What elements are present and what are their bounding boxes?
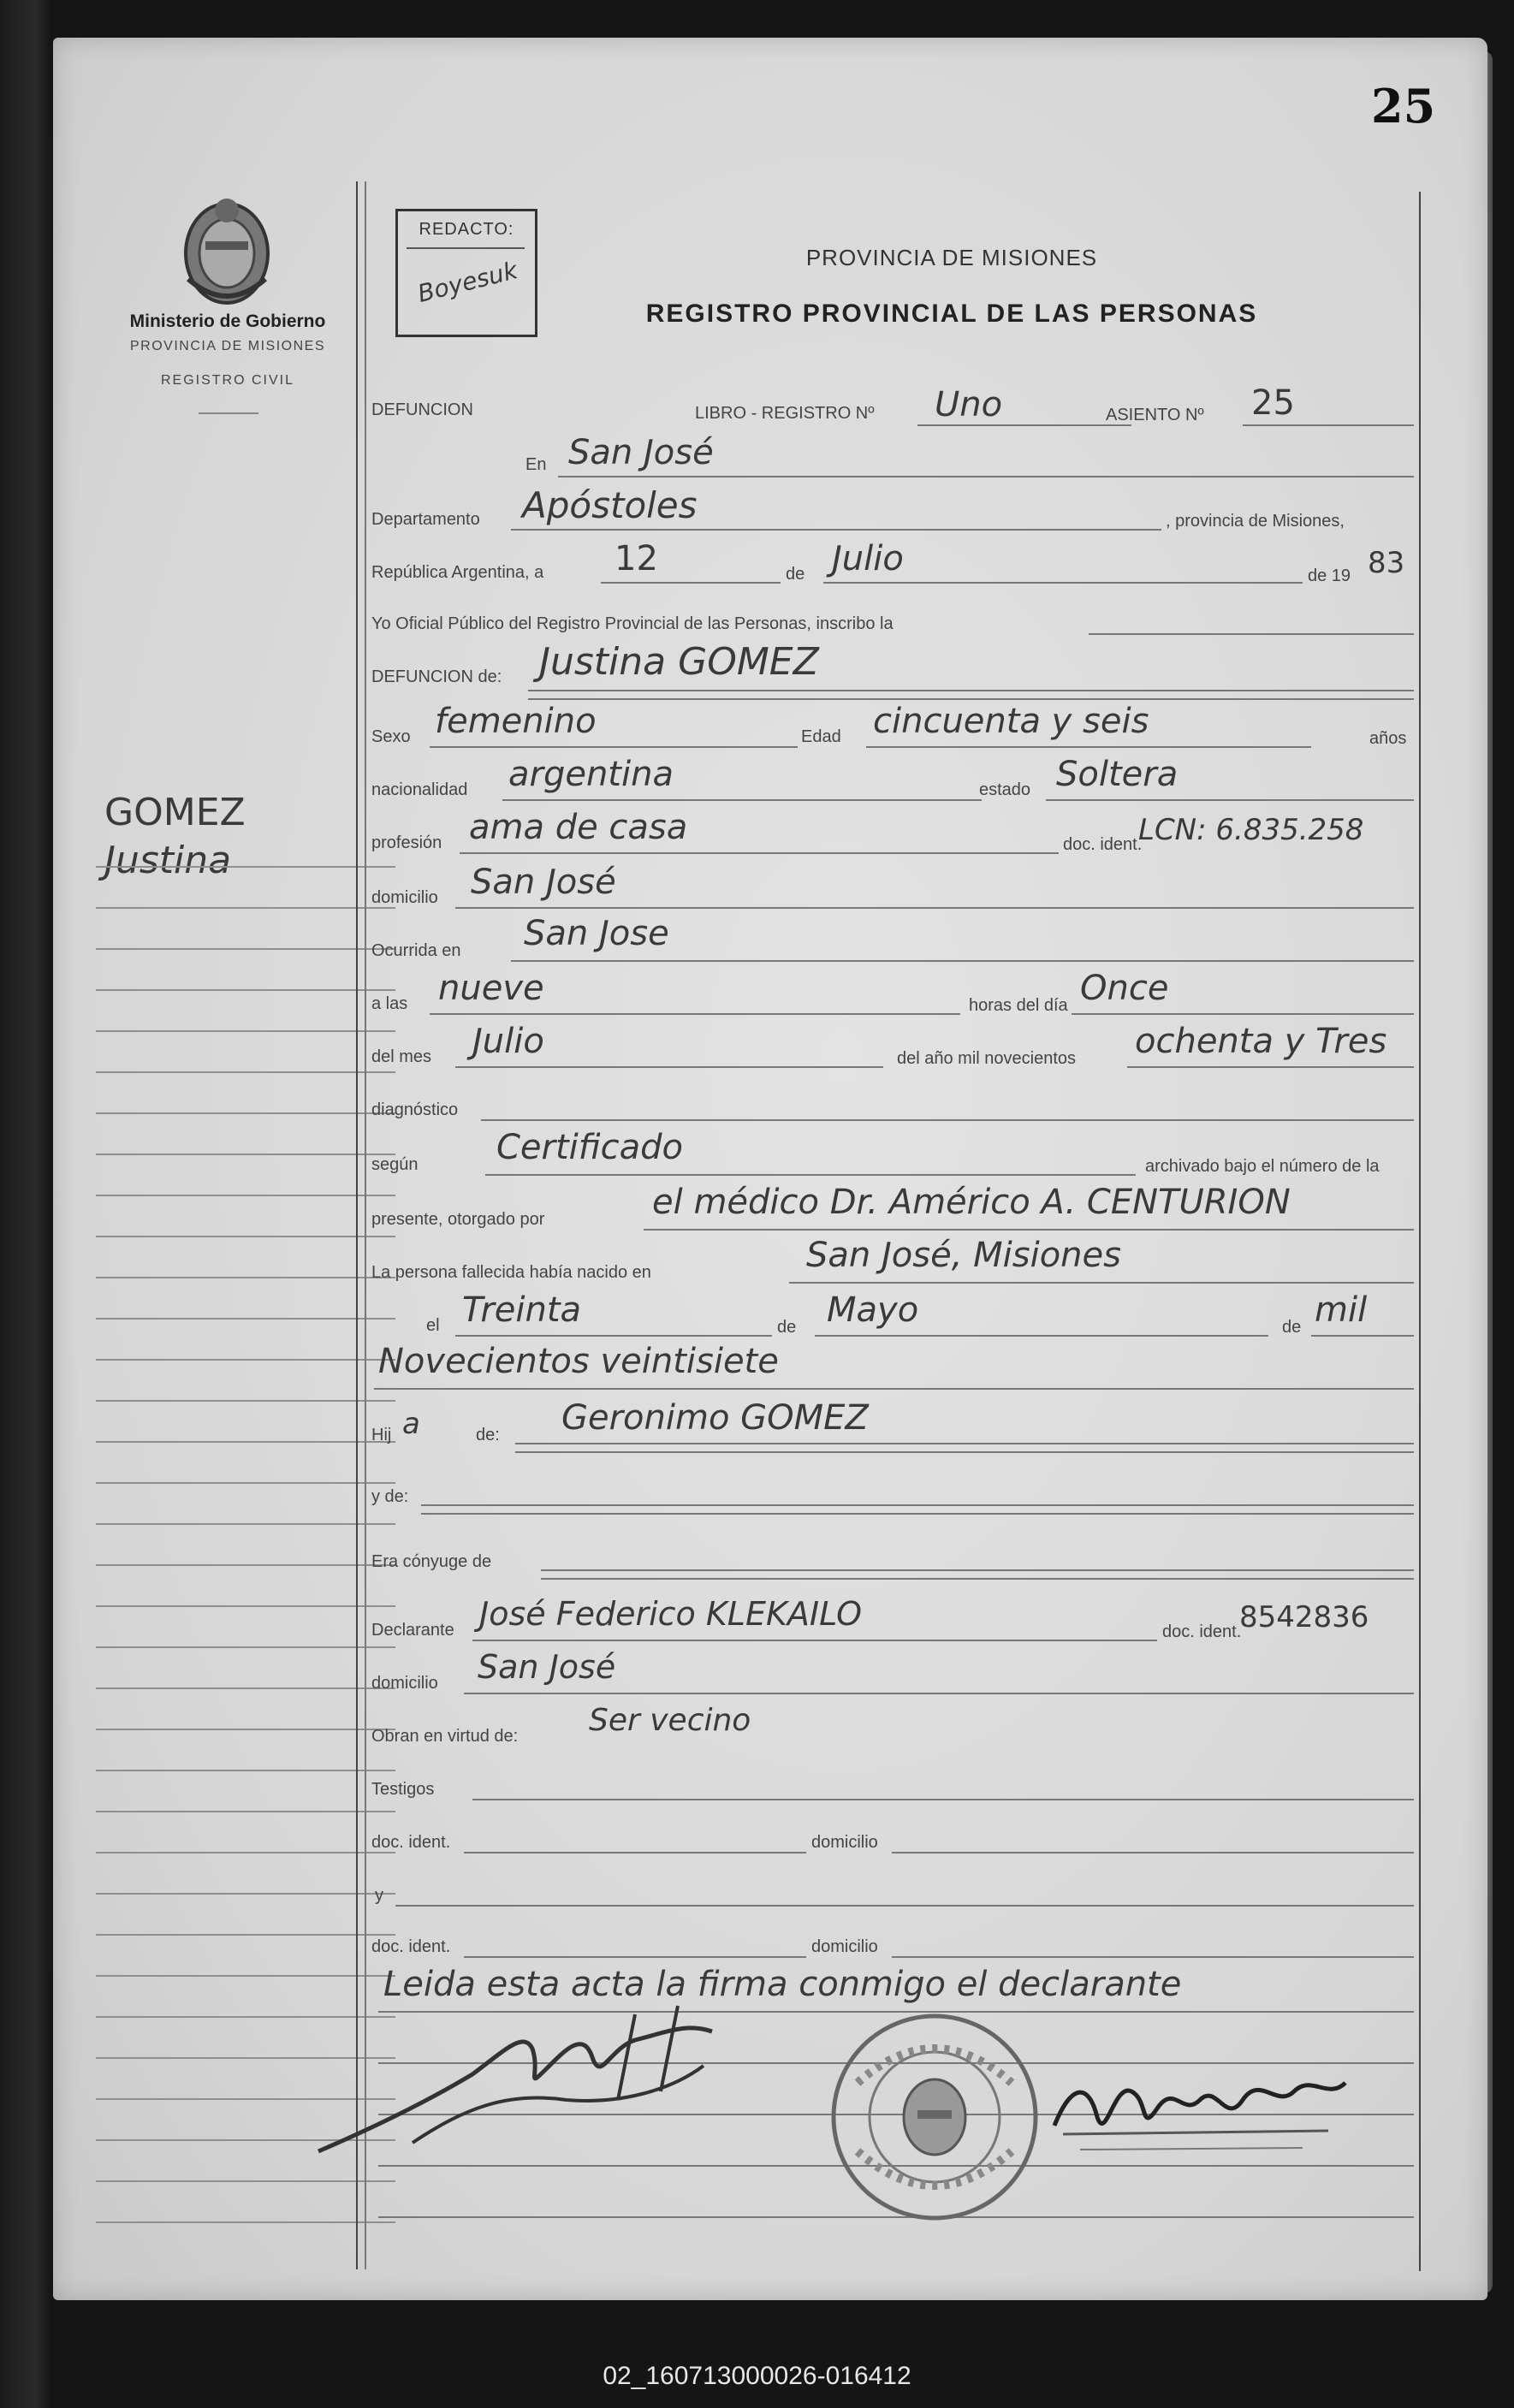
a-las-line [430, 1013, 960, 1015]
year-value: 83 [1368, 546, 1405, 580]
republica-label: República Argentina, a [371, 563, 544, 582]
segun-label: según [371, 1155, 419, 1174]
en-label: En [525, 455, 547, 474]
mes-line [455, 1066, 883, 1068]
estado-label: estado [979, 780, 1031, 799]
column-divider-left-inner [365, 181, 366, 2269]
birth-month-line [815, 1335, 1268, 1337]
margin-surname: GOMEZ [104, 791, 246, 834]
nacionalidad-line [502, 799, 982, 801]
ocurrida-label: Ocurrida en [371, 941, 461, 960]
asiento-label: ASIENTO Nº [1106, 406, 1204, 424]
redacto-name: Boyesuk [414, 256, 520, 308]
testigos-label: Testigos [371, 1780, 435, 1799]
testigo2-dom-line [892, 1956, 1414, 1958]
margin-rule [96, 1687, 395, 1689]
padre-line [515, 1443, 1414, 1444]
del-mes-label: del mes [371, 1047, 432, 1066]
declarante-label: Declarante [371, 1621, 454, 1640]
a-las-value: nueve [438, 969, 544, 1008]
redacto-label: REDACTO: [419, 220, 514, 239]
closing-text: Leida esta acta la firma conmigo el declarante [383, 1965, 1182, 2004]
ocurrida-line [511, 960, 1414, 962]
ministry-underline [199, 412, 258, 414]
margin-rule [96, 1934, 395, 1936]
el-label: el [426, 1316, 440, 1335]
deceased-line-2 [528, 698, 1414, 700]
padre-line-2 [515, 1451, 1414, 1453]
de-label-2: de [777, 1318, 797, 1337]
margin-rule [96, 1195, 395, 1196]
conyuge-line [541, 1569, 1414, 1571]
presente-value: el médico Dr. Américo A. CENTURION [652, 1183, 1291, 1222]
margin-rule [96, 1893, 395, 1895]
margin-rule [96, 1729, 395, 1730]
record-type-label: DEFUNCION [371, 400, 473, 419]
y-de-label: y de: [371, 1487, 409, 1506]
en-line [558, 476, 1414, 477]
y-de-line [421, 1504, 1414, 1506]
archivado-label: archivado bajo el número de la [1145, 1157, 1380, 1176]
departamento-line [511, 529, 1161, 531]
margin-rule [96, 989, 395, 991]
birth-year-text: Novecientos veintisiete [378, 1342, 779, 1381]
declarant-signature-icon [310, 1997, 789, 2168]
testigo2-doc-label: doc. ident. [371, 1937, 451, 1956]
mil-line [1311, 1335, 1414, 1337]
domicilio-value: San José [471, 863, 616, 902]
testigo2-doc-line [464, 1956, 806, 1958]
testigos-line [472, 1799, 1414, 1800]
margin-rule [96, 1112, 395, 1114]
defuncion-de-label: DEFUNCION de: [371, 667, 502, 686]
oficial-line [1089, 633, 1414, 635]
sexo-label: Sexo [371, 727, 411, 746]
anos-label: años [1369, 729, 1407, 748]
profesion-label: profesión [371, 833, 442, 852]
register-page [53, 38, 1487, 2300]
margin-rule [96, 948, 395, 950]
margin-rule [96, 1030, 395, 1032]
birth-month: Mayo [827, 1290, 919, 1330]
testigo1-doc-line [464, 1852, 806, 1853]
margin-rule [96, 1318, 395, 1320]
estado-value: Soltera [1056, 755, 1179, 794]
libro-value: Uno [935, 385, 1003, 424]
margin-rule [96, 1441, 395, 1443]
margin-rule [96, 1071, 395, 1073]
libro-label: LIBRO - REGISTRO Nº [695, 404, 875, 423]
month-line [823, 582, 1303, 584]
page-number: 25 [1371, 79, 1436, 133]
declarante-dom-value: San José [478, 1648, 616, 1686]
margin-rule [96, 907, 395, 909]
doc-ident-label: doc. ident. [1063, 835, 1143, 854]
nacionalidad-value: argentina [508, 755, 674, 794]
nacido-line [789, 1282, 1414, 1284]
margin-rule [96, 1852, 395, 1853]
a-las-label: a las [371, 994, 408, 1013]
official-seal-icon [823, 2006, 1046, 2228]
testigo1-doc-label: doc. ident. [371, 1833, 451, 1852]
anio-line [1127, 1066, 1414, 1068]
year-prefix: de 19 [1308, 566, 1351, 585]
margin-rule [96, 866, 395, 868]
redacto-stamp [395, 209, 537, 337]
y-de-line-2 [421, 1513, 1414, 1515]
obran-value: Ser vecino [589, 1703, 751, 1738]
margin-rule [96, 1811, 395, 1812]
margin-rule [96, 1975, 395, 1977]
profesion-value: ama de casa [469, 808, 688, 847]
anio-label: del año mil novecientos [897, 1049, 1077, 1068]
nacido-value: San José, Misiones [806, 1236, 1121, 1275]
testigo2-dom-label: domicilio [811, 1937, 878, 1956]
ministry-name: Ministerio de Gobierno [129, 311, 326, 331]
domicilio-label: domicilio [371, 888, 438, 907]
de-padre-label: de: [476, 1426, 500, 1444]
testigo2-line [395, 1905, 1414, 1907]
ministry-civil-registry: REGISTRO CIVIL [160, 373, 295, 388]
departamento-label: Departamento [371, 510, 480, 529]
de-label: de [786, 565, 805, 584]
hij-suffix: a [402, 1407, 420, 1441]
diagnostico-line [481, 1119, 1414, 1121]
declarante-doc-value: 8542836 [1239, 1600, 1369, 1634]
domicilio-line [455, 907, 1414, 909]
presente-line [644, 1229, 1414, 1231]
sexo-value: femenino [435, 702, 597, 741]
segun-value: Certificado [496, 1128, 683, 1167]
day-line [601, 582, 781, 584]
estado-line [1046, 799, 1414, 801]
scan-identifier: 02_160713000026-016412 [603, 2362, 911, 2390]
edad-label: Edad [801, 727, 841, 746]
de-label-3: de [1282, 1318, 1302, 1337]
official-signature-icon [1046, 2049, 1354, 2177]
sexo-line [430, 746, 798, 748]
anio-value: ochenta y Tres [1135, 1022, 1387, 1061]
hij-label: Hij [371, 1426, 392, 1444]
deceased-line [528, 690, 1414, 691]
nacionalidad-label: nacionalidad [371, 780, 468, 799]
oficial-text: Yo Oficial Público del Registro Provincial de las Personas, inscribo la [371, 614, 894, 633]
provincia-label: , provincia de Misiones, [1166, 512, 1345, 531]
mil-value: mil [1315, 1290, 1368, 1330]
conyuge-line-2 [541, 1578, 1414, 1580]
mes-value: Julio [472, 1022, 544, 1061]
nacido-label: La persona fallecida había nacido en [371, 1263, 651, 1282]
asiento-value: 25 [1251, 383, 1295, 423]
column-divider-right [1419, 192, 1421, 2271]
coat-of-arms-icon [171, 185, 282, 313]
day-value: 12 [615, 539, 658, 578]
margin-rule [96, 1770, 395, 1771]
padre-value: Geronimo GOMEZ [561, 1398, 869, 1438]
horas-label: horas del día [969, 996, 1068, 1015]
margin-rule [96, 2221, 395, 2223]
profesion-line [460, 852, 1059, 854]
margin-rule [96, 1277, 395, 1278]
obran-label: Obran en virtud de: [371, 1727, 519, 1746]
diagnostico-label: diagnóstico [371, 1100, 459, 1119]
ministry-province: PROVINCIA DE MISIONES [130, 339, 325, 353]
margin-rule [96, 1359, 395, 1361]
margin-rule [96, 1236, 395, 1237]
edad-value: cincuenta y seis [873, 702, 1149, 741]
declarante-dom-line [464, 1693, 1414, 1694]
margin-given-name: Justina [104, 839, 232, 882]
margin-rule [96, 2180, 395, 2182]
margin-rule [96, 1482, 395, 1484]
margin-rule [96, 1523, 395, 1525]
doc-ident-value: LCN: 6.835.258 [1138, 813, 1364, 847]
birth-day: Treinta [462, 1290, 582, 1330]
birth-day-line [455, 1335, 772, 1337]
libro-line [917, 424, 1131, 426]
declarante-dom-label: domicilio [371, 1674, 438, 1693]
declarante-line [472, 1640, 1157, 1641]
presente-label: presente, otorgado por [371, 1210, 545, 1229]
edad-line [866, 746, 1311, 748]
testigo1-dom-line [892, 1852, 1414, 1853]
dia-line [1072, 1013, 1414, 1015]
segun-line [485, 1174, 1136, 1176]
deceased-name: Justina GOMEZ [539, 640, 819, 684]
testigo1-dom-label: domicilio [811, 1833, 878, 1852]
y-label: y [375, 1886, 383, 1905]
month-value: Julio [832, 539, 904, 578]
margin-rule [96, 1400, 395, 1402]
declarante-doc-label: doc. ident. [1162, 1622, 1242, 1641]
province-title: PROVINCIA DE MISIONES [805, 245, 1098, 270]
departamento-value: Apóstoles [522, 484, 698, 526]
birth-year-line [374, 1388, 1414, 1390]
dia-value: Once [1080, 969, 1169, 1008]
margin-rule [96, 1564, 395, 1566]
margin-rule [96, 1605, 395, 1607]
declarante-value: José Federico KLEKAILO [479, 1595, 862, 1633]
asiento-line [1243, 424, 1414, 426]
redacto-underline [407, 247, 525, 249]
conyuge-label: Era cónyuge de [371, 1552, 492, 1571]
en-value: San José [568, 433, 714, 472]
margin-rule [96, 1154, 395, 1155]
margin-rule [96, 1646, 395, 1648]
registry-title: REGISTRO PROVINCIAL DE LAS PERSONAS [645, 300, 1258, 328]
ocurrida-value: San Jose [524, 914, 669, 953]
column-divider-left [356, 181, 358, 2269]
